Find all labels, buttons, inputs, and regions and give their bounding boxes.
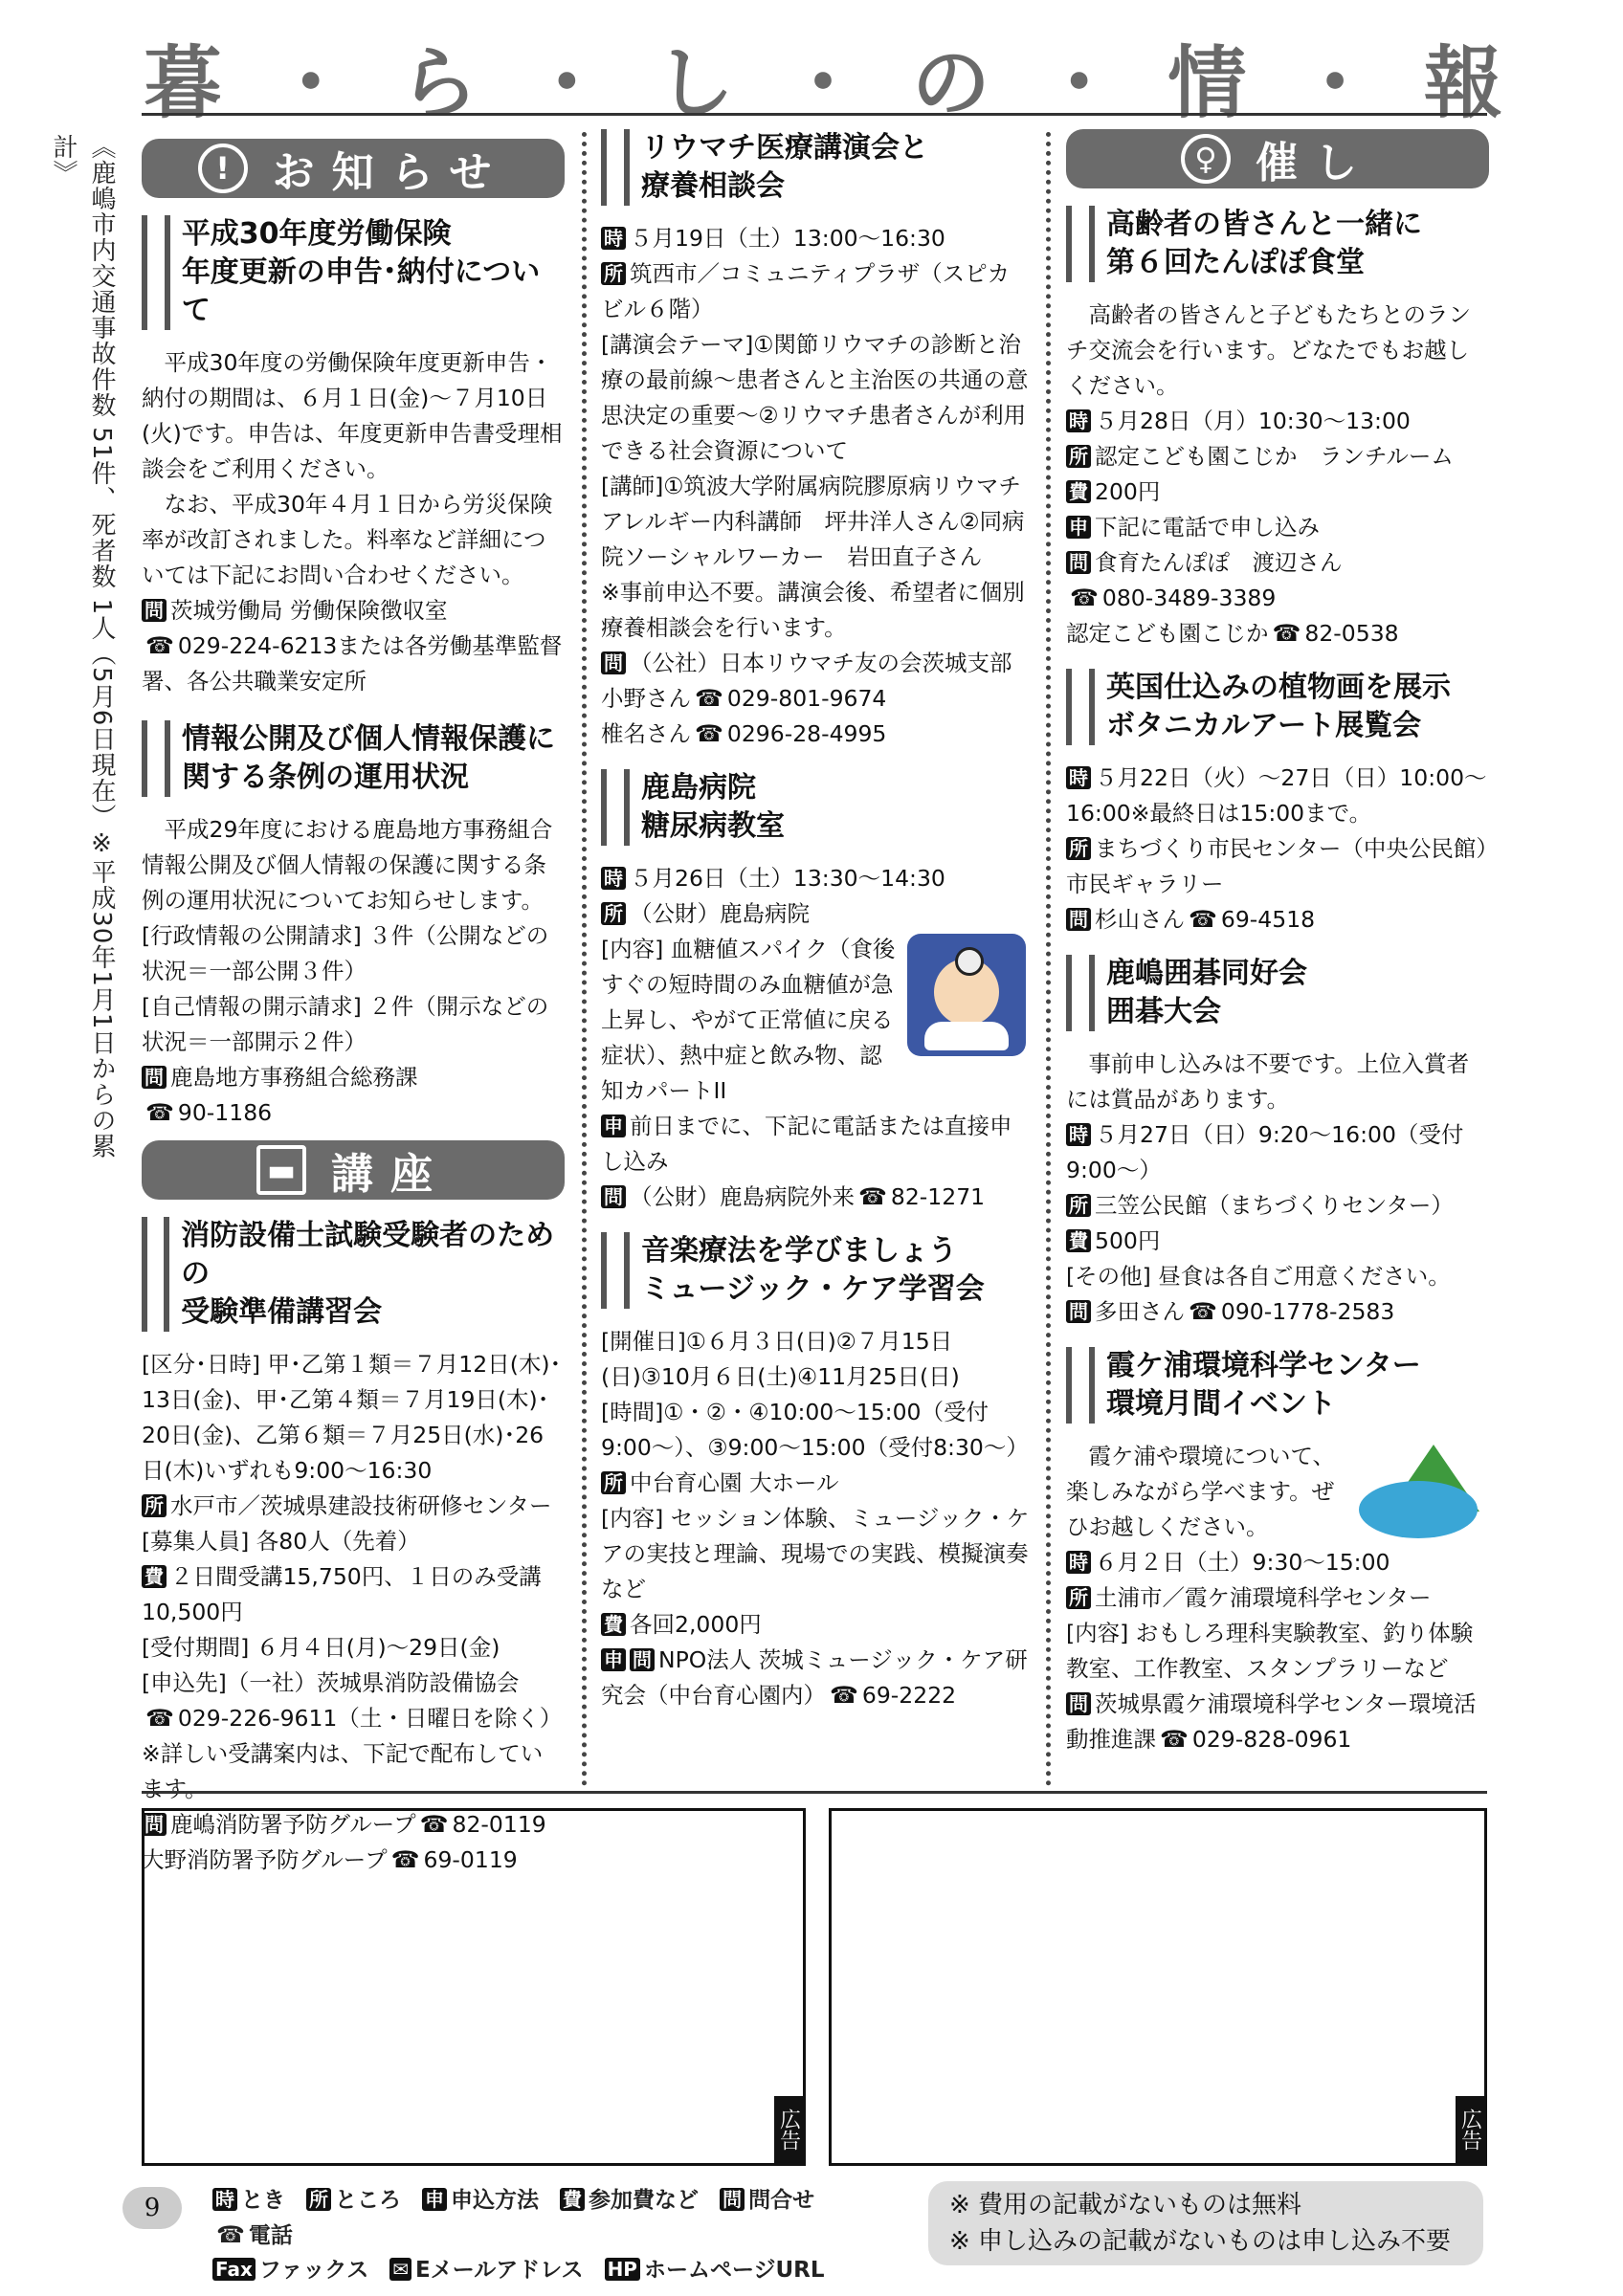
heading-line: ミュージック・ケア学習会 bbox=[641, 1272, 985, 1306]
title-rule bbox=[142, 113, 1487, 116]
title-char: ・ bbox=[783, 37, 862, 129]
note-no-application: ※ 申し込みの記載がないものは申し込み不要 bbox=[949, 2227, 1452, 2256]
inquiry-icon: 問 bbox=[1066, 1300, 1091, 1323]
phone-icon: ☎ bbox=[695, 720, 723, 747]
heading-line: 消防設備士試験受験者のための bbox=[181, 1219, 555, 1291]
note-free: ※ 費用の記載がないものは無料 bbox=[949, 2191, 1302, 2219]
heading-line: 鹿島病院 bbox=[641, 771, 756, 805]
phone-line bbox=[142, 629, 565, 699]
inquiry-icon: 問 bbox=[142, 1066, 167, 1089]
column-divider bbox=[1046, 132, 1051, 1787]
fee-line bbox=[1066, 475, 1489, 510]
place-text: 三笠公民館（まちづくりセンター） bbox=[1095, 1192, 1454, 1219]
column-lectures bbox=[601, 129, 1030, 1784]
fee-text: ２日間受講15,750円、１日のみ受講10,500円 bbox=[142, 1563, 542, 1625]
heading-bars bbox=[1066, 1347, 1095, 1424]
article-body bbox=[601, 1324, 1030, 1713]
heading-line: 霞ケ浦環境科学センター bbox=[1106, 1349, 1421, 1382]
legend-text: ファックス bbox=[258, 2258, 369, 2283]
title-char: ・ bbox=[1039, 37, 1119, 129]
heading-line: 受験準備講習会 bbox=[181, 1295, 383, 1329]
head-mirror-icon bbox=[955, 947, 984, 976]
contact-text: 認定こども園こじか bbox=[1066, 620, 1269, 647]
heading-line: 英国仕込みの植物画を展示 bbox=[1106, 671, 1451, 704]
phone-text: 080-3489-3389 bbox=[1101, 585, 1277, 611]
phone-icon: ☎ bbox=[1070, 585, 1099, 611]
traffic-accident-note: 《鹿嶋市内交通事故件数 51件、死者数 1人（5月6日現在）※平成30年1月1日からの累計》 bbox=[49, 134, 116, 1159]
heading-line: リウマチ医療講演会と bbox=[641, 131, 928, 165]
email-icon: ✉ bbox=[389, 2258, 411, 2281]
legend-item bbox=[212, 2223, 293, 2248]
heading-line: 鹿嶋囲碁同好会 bbox=[1106, 957, 1307, 990]
phone-text: 69-0119 bbox=[423, 1846, 518, 1873]
place-text: まちづくり市民センター（中央公民館）市民ギャラリー bbox=[1066, 835, 1488, 897]
legend-text: ところ bbox=[335, 2188, 402, 2213]
phone-icon: ☎ bbox=[695, 685, 723, 712]
paragraph: 高齢者の皆さんと子どもたちとのランチ交流会を行います。どなたでもお越しください。 bbox=[1066, 301, 1471, 399]
phone-text: 69-4518 bbox=[1220, 906, 1316, 933]
time-icon: 時 bbox=[1066, 766, 1091, 789]
info-line: [募集人員] 各80人（先着） bbox=[142, 1528, 420, 1555]
contact-line bbox=[1066, 1687, 1489, 1757]
apply-text: 下記に電話で申し込み bbox=[1095, 514, 1320, 541]
legend-text: ホームページURL bbox=[643, 2258, 825, 2283]
article-body bbox=[601, 221, 1030, 752]
title-char: 暮 bbox=[144, 37, 223, 129]
heading-bars bbox=[601, 129, 630, 206]
fee-line bbox=[142, 1559, 565, 1630]
place-icon: 所 bbox=[1066, 1586, 1091, 1609]
phone-icon: ☎ bbox=[419, 1811, 449, 1838]
time-line bbox=[601, 221, 1030, 256]
doctor-illustration bbox=[907, 934, 1026, 1056]
inquiry-icon: 問 bbox=[601, 1185, 626, 1208]
time-line bbox=[1066, 761, 1489, 831]
article-heading bbox=[142, 720, 565, 797]
heading-line: ボタニカルアート展覧会 bbox=[1106, 709, 1422, 742]
phone-text: 029-226-9611（土・日曜日を除く） bbox=[177, 1705, 563, 1732]
time-text: ５月26日（土）13:30～14:30 bbox=[630, 865, 945, 892]
inquiry-icon: 問 bbox=[601, 651, 626, 674]
phone-icon: ☎ bbox=[858, 1183, 887, 1210]
phone-line bbox=[142, 1701, 565, 1736]
place-icon: 所 bbox=[601, 1471, 626, 1494]
contact-text: 小野さん bbox=[601, 685, 691, 712]
article-body bbox=[142, 345, 565, 699]
article-heading bbox=[1066, 669, 1489, 745]
heading-line: 療養相談会 bbox=[641, 169, 785, 203]
contact-text: 鹿島地方事務組合総務課 bbox=[170, 1064, 418, 1091]
fee-icon: 費 bbox=[560, 2188, 585, 2211]
fee-line bbox=[1066, 1224, 1489, 1259]
column-divider bbox=[582, 132, 587, 1787]
legend-item bbox=[389, 2258, 583, 2283]
heading-line: 関する条例の運用状況 bbox=[182, 761, 469, 794]
title-char: 情 bbox=[1167, 37, 1247, 129]
column-events bbox=[1066, 129, 1489, 1784]
time-icon: 時 bbox=[1066, 1123, 1091, 1146]
apply-icon: 申 bbox=[422, 2188, 447, 2211]
contact-line bbox=[1066, 1294, 1489, 1330]
place-text: （公財）鹿島病院 bbox=[630, 900, 810, 927]
place-text: 水戸市／茨城県建設技術研修センター bbox=[170, 1492, 552, 1519]
phone-text: 029-224-6213または各労働基準監督署、各公共職業安定所 bbox=[142, 632, 563, 695]
time-icon: 時 bbox=[1066, 409, 1091, 432]
course-banner bbox=[142, 1140, 565, 1200]
phone-line bbox=[142, 1095, 565, 1131]
phone-text: 90-1186 bbox=[177, 1099, 273, 1126]
legend-text: 電話 bbox=[248, 2223, 293, 2248]
phone-text: 82-0119 bbox=[452, 1811, 546, 1838]
contact-text: NPO法人 茨城ミュージック・ケア研究会（中台育心園内） bbox=[601, 1646, 1028, 1709]
legend-text: 申込方法 bbox=[451, 2188, 540, 2213]
contact-line bbox=[142, 593, 565, 629]
fee-text: 500円 bbox=[1095, 1227, 1161, 1254]
phone-text: 69-2222 bbox=[861, 1682, 957, 1709]
contact-text: 茨城県霞ケ浦環境科学センター環境活動推進課 bbox=[1066, 1690, 1477, 1753]
contact-line bbox=[601, 646, 1030, 681]
contact-line bbox=[1066, 545, 1489, 581]
place-line bbox=[601, 896, 1030, 932]
people-icon: ♀ bbox=[1181, 134, 1231, 184]
heading-bars bbox=[1066, 669, 1095, 745]
place-icon: 所 bbox=[1066, 837, 1091, 860]
contact-text: 多田さん bbox=[1095, 1298, 1185, 1325]
info-line: [時間]①・②・④10:00～15:00（受付 9:00～）、③9:00～15:00（受付8:30～） bbox=[601, 1399, 1029, 1461]
fee-text: 200円 bbox=[1095, 478, 1161, 505]
legend-item bbox=[720, 2188, 814, 2213]
fee-line bbox=[601, 1607, 1030, 1643]
info-line: [講演会テーマ]①関節リウマチの診断と治療の最前線～患者さんと主治医の共通の意思決定の重要～②リウマチ患者さんが利用できる社会資源について bbox=[601, 331, 1029, 464]
article-heading bbox=[1066, 206, 1489, 282]
article-heading bbox=[601, 129, 1030, 206]
page-number: 9 bbox=[122, 2187, 182, 2229]
heading-line: 音楽療法を学びましょう bbox=[641, 1234, 957, 1268]
phone-text: 029-828-0961 bbox=[1191, 1726, 1352, 1753]
place-icon: 所 bbox=[601, 902, 626, 925]
place-icon: 所 bbox=[1066, 445, 1091, 468]
heading-line: 糖尿病教室 bbox=[641, 809, 785, 843]
info-line: [行政情報の公開請求] ３件（公開などの状況＝一部公開３件） bbox=[142, 922, 549, 984]
inquiry-icon: 問 bbox=[142, 599, 167, 622]
time-line bbox=[601, 861, 1030, 896]
info-line: [内容] セッション体験、ミュージック・ケアの実技と理論、現場での実践、模擬演奏など bbox=[601, 1505, 1030, 1602]
time-line bbox=[1066, 1545, 1489, 1580]
article-body bbox=[1066, 1439, 1489, 1757]
note-line: ※詳しい受講案内は、下記で配布しています。 bbox=[142, 1740, 544, 1802]
phone-icon: ☎ bbox=[1160, 1726, 1189, 1753]
time-text: ６月２日（土）9:30～15:00 bbox=[1095, 1549, 1390, 1576]
place-text: 認定こども園こじか ランチルーム bbox=[1095, 443, 1454, 470]
contact-text: 鹿嶋消防署予防グループ bbox=[170, 1811, 416, 1838]
place-line bbox=[1066, 1580, 1489, 1616]
notice-banner-label: お知らせ bbox=[272, 148, 509, 197]
info-line: [その他] 昼食は各自ご用意ください。 bbox=[1066, 1263, 1451, 1290]
apply-icon: 申 bbox=[601, 1115, 626, 1137]
place-icon: 所 bbox=[142, 1494, 167, 1517]
contact-line bbox=[1066, 616, 1489, 651]
time-text: ５月27日（日）9:20～16:00（受付 9:00～） bbox=[1066, 1121, 1464, 1183]
paragraph: なお、平成30年４月１日から労災保険率が改訂されました。料率など詳細については下記にお問い合わせください。 bbox=[142, 491, 553, 588]
place-icon: 所 bbox=[306, 2188, 331, 2211]
ad-box-right[interactable] bbox=[829, 1808, 1487, 2166]
notice-banner bbox=[142, 139, 565, 198]
place-text: 中台育心園 大ホール bbox=[630, 1469, 839, 1496]
info-line: [受付期間] ６月４日(月)～29日(金) bbox=[142, 1634, 500, 1661]
place-line bbox=[1066, 439, 1489, 475]
phone-text: 0296-28-4995 bbox=[726, 720, 887, 747]
place-line bbox=[1066, 831, 1489, 902]
ad-box-left[interactable] bbox=[142, 1808, 806, 2166]
homepage-icon: HP bbox=[605, 2258, 640, 2281]
contact-text: （公社）日本リウマチ友の会茨城支部 bbox=[630, 650, 1012, 676]
title-char: ・ bbox=[271, 37, 350, 129]
bottom-rule bbox=[142, 1791, 1487, 1794]
event-banner-label: 催し bbox=[1256, 139, 1374, 188]
contact-line bbox=[601, 717, 1030, 752]
doctor-coat bbox=[924, 1022, 1009, 1050]
contact-line bbox=[601, 681, 1030, 717]
article-heading bbox=[601, 1232, 1030, 1309]
fee-icon: 費 bbox=[1066, 1229, 1091, 1252]
article-heading bbox=[601, 769, 1030, 846]
article-body bbox=[1066, 761, 1489, 938]
legend-text: 参加費など bbox=[589, 2188, 700, 2213]
heading-bars bbox=[601, 1232, 630, 1309]
contact-line bbox=[1066, 902, 1489, 938]
phone-icon: ☎ bbox=[830, 1682, 858, 1709]
legend-item bbox=[422, 2188, 539, 2213]
phone-icon: ☎ bbox=[145, 1099, 174, 1126]
heading-bars bbox=[1066, 206, 1095, 282]
phone-icon: ☎ bbox=[145, 1705, 174, 1732]
footer-notes bbox=[928, 2181, 1483, 2265]
contact-text: 茨城労働局 労働保険徴収室 bbox=[170, 597, 448, 624]
heading-line: 環境月間イベント bbox=[1106, 1387, 1336, 1421]
article-body bbox=[1066, 1047, 1489, 1330]
inquiry-icon: 問 bbox=[720, 2188, 745, 2211]
legend-item bbox=[605, 2258, 825, 2283]
time-text: ５月22日（火）～27日（日）10:00～16:00※最終日は15:00まで。 bbox=[1066, 764, 1487, 827]
time-text: ５月28日（月）10:30～13:00 bbox=[1095, 408, 1411, 434]
time-icon: 時 bbox=[601, 867, 626, 890]
lake-illustration bbox=[1359, 1439, 1483, 1544]
contact-line bbox=[601, 1643, 1030, 1713]
phone-icon: ☎ bbox=[145, 632, 174, 659]
apply-icon: 申 bbox=[1066, 516, 1091, 539]
paragraph: 平成29年度における鹿島地方事務組合情報公開及び個人情報の保護に関する条例の運用状況についてお知らせします。 bbox=[142, 816, 553, 914]
page-title bbox=[144, 29, 1502, 129]
contact-text: 大野消防署予防グループ bbox=[142, 1846, 388, 1873]
fee-icon: 費 bbox=[1066, 480, 1091, 503]
contact-text: 椎名さん bbox=[601, 720, 691, 747]
contact-text: 食育たんぽぽ 渡辺さん bbox=[1095, 549, 1343, 576]
heading-line: 平成30年度労働保険 bbox=[181, 217, 452, 251]
contact-text: （公財）鹿島病院外来 bbox=[630, 1183, 855, 1210]
place-line bbox=[601, 1466, 1030, 1501]
info-line: [開催日]①６月３日(日)②７月15日(日)③10月６日(土)④11月25日(日) bbox=[601, 1328, 960, 1390]
time-icon: 時 bbox=[212, 2188, 237, 2211]
phone-text: 090-1778-2583 bbox=[1220, 1298, 1395, 1325]
article-body bbox=[1066, 298, 1489, 651]
inquiry-icon: 問 bbox=[1066, 1692, 1091, 1715]
event-banner bbox=[1066, 129, 1489, 188]
heading-bars bbox=[142, 1217, 169, 1332]
note-line: ※事前申込不要。講演会後、希望者に個別療養相談会を行います。 bbox=[601, 579, 1025, 641]
contact-line bbox=[601, 1180, 1030, 1215]
time-icon: 時 bbox=[1066, 1551, 1091, 1574]
info-line: [区分･日時] 甲･乙第１類＝７月12日(木)･13日(金)、甲･乙第４類＝７月19日(木)･20日(金)、乙第６類＝７月25日(水)･26日(木)いずれも9:00～16:30 bbox=[142, 1351, 562, 1484]
title-char: ら bbox=[399, 37, 478, 129]
info-line: [申込先]（一社）茨城県消防設備協会 bbox=[142, 1669, 520, 1696]
phone-line bbox=[1066, 581, 1489, 616]
info-line: [自己情報の開示請求] ２件（開示などの状況＝一部開示２件） bbox=[142, 993, 549, 1055]
contact-text: 杉山さん bbox=[1095, 906, 1185, 933]
info-line: [内容] おもしろ理科実験教室、釣り体験教室、工作教室、スタンプラリーなど bbox=[1066, 1620, 1474, 1682]
apply-text: 前日までに、下記に電話または直接申し込み bbox=[601, 1113, 1012, 1175]
inquiry-icon: 問 bbox=[1066, 908, 1091, 931]
heading-line: 高齢者の皆さんと一緒に bbox=[1106, 208, 1422, 241]
ad-label: 広告 bbox=[1456, 2096, 1484, 2163]
time-line bbox=[1066, 404, 1489, 439]
phone-text: 82-0538 bbox=[1304, 620, 1399, 647]
article-body bbox=[142, 1347, 565, 1878]
time-line bbox=[1066, 1117, 1489, 1188]
phone-icon: ☎ bbox=[1189, 906, 1217, 933]
podium-icon: ▬ bbox=[256, 1145, 306, 1195]
place-line bbox=[601, 256, 1030, 327]
phone-icon: ☎ bbox=[1189, 1298, 1217, 1325]
legend-item bbox=[212, 2188, 285, 2213]
ad-label: 広告 bbox=[774, 2096, 803, 2163]
phone-icon: ☎ bbox=[390, 1846, 420, 1873]
phone-icon: ☎ bbox=[216, 2221, 245, 2248]
heading-bars bbox=[142, 720, 170, 797]
article-heading bbox=[1066, 955, 1489, 1031]
inquiry-icon: 問 bbox=[142, 1813, 167, 1836]
paragraph: 霞ケ浦や環境について、楽しみながら学べます。ぜひお越しください。 bbox=[1066, 1443, 1336, 1540]
inquiry-icon: 問 bbox=[630, 1648, 655, 1671]
fee-icon: 費 bbox=[601, 1613, 626, 1636]
title-char: の bbox=[911, 37, 990, 129]
fee-icon: 費 bbox=[142, 1565, 167, 1588]
article-heading bbox=[142, 215, 565, 330]
info-line: [内容] 血糖値スパイク（食後すぐの短時間のみ血糖値が急上昇し、やがて正常値に戻る症状）、熱中症と飲み物、認知カパートII bbox=[601, 936, 896, 1104]
time-text: ５月19日（土）13:00～16:30 bbox=[630, 225, 945, 252]
fax-icon: Fax bbox=[212, 2258, 256, 2281]
place-icon: 所 bbox=[1066, 1194, 1091, 1217]
article-body bbox=[142, 812, 565, 1131]
article-heading bbox=[1066, 1347, 1489, 1424]
place-line bbox=[142, 1489, 565, 1524]
time-icon: 時 bbox=[601, 227, 626, 250]
heading-bars bbox=[601, 769, 630, 846]
icon-legend bbox=[212, 2183, 911, 2287]
paragraph: 平成30年度の労働保険年度更新申告・納付の期間は、６月１日(金)～７月10日(火)です。申告は、年度更新申告書受理相談会をご利用ください。 bbox=[142, 349, 563, 482]
water-shape bbox=[1359, 1481, 1478, 1538]
inquiry-icon: 問 bbox=[1066, 551, 1091, 574]
place-text: 土浦市／霞ケ浦環境科学センター bbox=[1095, 1584, 1432, 1611]
legend-item bbox=[212, 2258, 368, 2283]
heading-line: 年度更新の申告･納付について bbox=[181, 255, 541, 327]
legend-item bbox=[306, 2188, 401, 2213]
legend-item bbox=[560, 2188, 699, 2213]
place-text: 筑西市／コミュニティプラザ（スピカビル６階） bbox=[601, 260, 1011, 322]
heading-line: 第６回たんぽぽ食堂 bbox=[1106, 246, 1365, 279]
contact-line bbox=[142, 1060, 565, 1095]
apply-line bbox=[1066, 510, 1489, 545]
info-line: [講師]①筑波大学附属病院膠原病リウマチアレルギー内科講師 坪井洋人さん②同病院ソーシャルワーカー 岩田直子さん bbox=[601, 473, 1025, 570]
course-banner-label: 講座 bbox=[331, 1150, 450, 1199]
legend-text: Eメールアドレス bbox=[414, 2258, 584, 2283]
title-char: し bbox=[656, 37, 735, 129]
heading-bars bbox=[142, 215, 170, 330]
exclamation-icon: ! bbox=[198, 144, 248, 193]
phone-text: 82-1271 bbox=[890, 1183, 986, 1210]
place-icon: 所 bbox=[601, 262, 626, 285]
heading-line: 囲碁大会 bbox=[1106, 995, 1221, 1028]
title-char: 報 bbox=[1423, 37, 1502, 129]
heading-bars bbox=[1066, 955, 1095, 1031]
article-body bbox=[601, 861, 1030, 1215]
phone-text: 029-801-9674 bbox=[726, 685, 887, 712]
legend-text: とき bbox=[241, 2188, 285, 2213]
article-heading bbox=[142, 1217, 565, 1332]
apply-line bbox=[601, 1109, 1030, 1180]
heading-line: 情報公開及び個人情報保護に bbox=[182, 722, 555, 756]
title-char: ・ bbox=[1296, 37, 1375, 129]
phone-icon: ☎ bbox=[1272, 620, 1301, 647]
paragraph: 事前申し込みは不要です。上位入賞者には賞品があります。 bbox=[1066, 1050, 1470, 1113]
apply-icon: 申 bbox=[601, 1648, 626, 1671]
legend-text: 問合せ bbox=[748, 2188, 815, 2213]
title-char: ・ bbox=[527, 37, 607, 129]
column-notices bbox=[142, 129, 565, 1873]
fee-text: 各回2,000円 bbox=[630, 1611, 762, 1638]
place-line bbox=[1066, 1188, 1489, 1224]
